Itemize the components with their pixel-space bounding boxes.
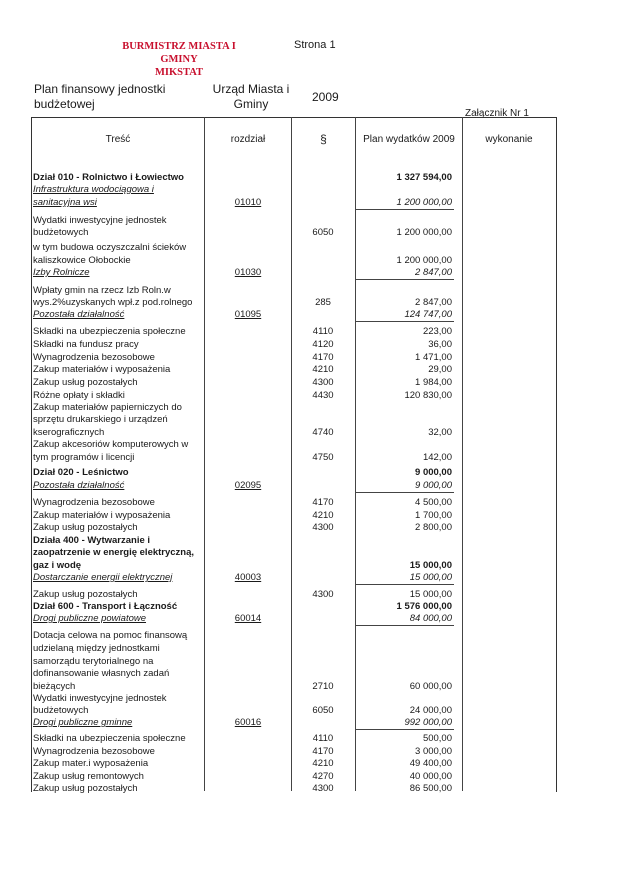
table-row (0, 771, 638, 783)
row-paragraf: 4120 (312, 339, 334, 350)
row-description: Infrastruktura wodociągowa i (33, 184, 154, 195)
row-amount: 86 500,00 (409, 783, 452, 794)
row-paragraf: 4170 (312, 746, 334, 757)
row-description: bieżących (33, 681, 76, 692)
row-description: Wynagrodzenia bezosobowe (33, 497, 155, 508)
row-amount: 1 327 594,00 (396, 172, 452, 183)
attachment-label: Załącznik Nr 1 (465, 108, 529, 119)
row-amount: 9 000,00 (415, 467, 452, 478)
row-description: Zakup usług remontowych (33, 771, 144, 782)
row-paragraf: 4210 (312, 364, 334, 375)
row-description: Działa 400 - Wytwarzanie i (33, 535, 151, 546)
table-row (0, 733, 638, 745)
table-row (0, 572, 638, 584)
row-description: Drogi publiczne gminne (33, 717, 133, 728)
table-row (0, 414, 638, 426)
row-paragraf: 4170 (312, 497, 334, 508)
col-header-tresc: Treść (105, 134, 131, 145)
table-row (0, 589, 638, 601)
row-amount: 60 000,00 (409, 681, 452, 692)
plan-title-line-1: Plan finansowy jednostki (34, 82, 166, 96)
subtotal-underline (356, 279, 454, 280)
table-row (0, 758, 638, 770)
table-row (0, 630, 638, 642)
row-description: wys.2%uzyskanych wpł.z pod.rolnego (33, 297, 193, 308)
row-paragraf: 6050 (312, 227, 334, 238)
table-row (0, 522, 638, 534)
row-amount: 992 000,00 (404, 717, 452, 728)
table-row (0, 215, 638, 227)
row-description: Dostarczanie energii elektrycznej (33, 572, 173, 583)
year: 2009 (312, 90, 339, 104)
row-amount: 36,00 (428, 339, 452, 350)
plan-title-line-2: budżetowej (34, 97, 95, 111)
row-description: Drogi publiczne powiatowe (33, 613, 147, 624)
row-rozdzial: 01095 (234, 309, 262, 320)
table-row (0, 783, 638, 795)
table-row (0, 497, 638, 509)
stamp-line-2: MIKSTAT (154, 67, 204, 78)
row-amount: 32,00 (428, 427, 452, 438)
subtotal-underline (356, 321, 454, 322)
row-amount: 142,00 (422, 452, 452, 463)
table-row (0, 601, 638, 613)
table-row (0, 377, 638, 389)
row-amount: 120 830,00 (404, 390, 452, 401)
subtotal-underline (356, 584, 454, 585)
row-description: Wpłaty gmin na rzecz Izb Roln.w (33, 285, 171, 296)
table-row (0, 560, 638, 572)
table-row (0, 309, 638, 321)
row-paragraf: 4300 (312, 522, 334, 533)
row-paragraf: 4750 (312, 452, 334, 463)
table-row (0, 746, 638, 758)
row-description: udzielaną między jednostkami (33, 643, 160, 654)
row-paragraf: 4300 (312, 783, 334, 794)
subtotal-underline (356, 492, 454, 493)
stamp-line-1: BURMISTRZ MIASTA I GMINY (122, 41, 236, 65)
row-description: Dotacja celowa na pomoc finansową (33, 630, 188, 641)
row-paragraf: 4170 (312, 352, 334, 363)
row-amount: 1 471,00 (415, 352, 452, 363)
row-amount: 124 747,00 (404, 309, 452, 320)
row-amount: 4 500,00 (415, 497, 452, 508)
row-description: samorządu terytorialnego na (33, 656, 154, 667)
table-row (0, 364, 638, 376)
row-amount: 15 000,00 (409, 572, 452, 583)
col-header-rozdzial: rozdział (230, 134, 266, 145)
row-amount: 1 576 000,00 (396, 601, 452, 612)
table-row (0, 480, 638, 492)
table-row (0, 227, 638, 239)
plan-title (34, 82, 165, 112)
row-paragraf: 4740 (312, 427, 334, 438)
row-amount: 29,00 (428, 364, 452, 375)
col-header-paragraf: § (320, 132, 327, 146)
row-amount: 1 200 000,00 (396, 197, 452, 208)
row-amount: 15 000,00 (409, 589, 452, 600)
row-description: Zakup materiałów i wyposażenia (33, 510, 171, 521)
row-amount: 1 200 000,00 (396, 227, 452, 238)
row-description: Zakup usług pozostałych (33, 783, 138, 794)
page-label: Strona 1 (294, 39, 336, 51)
row-rozdzial: 01030 (234, 267, 262, 278)
table-row (0, 339, 638, 351)
row-description: budżetowych (33, 227, 89, 238)
row-description: Zakup materiałów i wyposażenia (33, 364, 171, 375)
table-row (0, 535, 638, 547)
row-description: budżetowych (33, 705, 89, 716)
row-description: Dział 600 - Transport i Łączność (33, 601, 178, 612)
table-row (0, 705, 638, 717)
table-row (0, 297, 638, 309)
row-description: Składki na ubezpieczenia społeczne (33, 326, 186, 337)
table-row (0, 510, 638, 522)
row-paragraf: 4300 (312, 589, 334, 600)
row-paragraf: 285 (315, 297, 331, 308)
table-row (0, 390, 638, 402)
row-description: Zakup mater.i wyposażenia (33, 758, 149, 769)
row-description: Wydatki inwestycyjne jednostek (33, 215, 167, 226)
row-paragraf: 4210 (312, 510, 334, 521)
table-row (0, 693, 638, 705)
table-row (0, 656, 638, 668)
table-row (0, 427, 638, 439)
row-amount: 15 000,00 (409, 560, 452, 571)
table-row (0, 197, 638, 209)
row-description: Pozostała działalność (33, 309, 125, 320)
table-row (0, 643, 638, 655)
row-paragraf: 4300 (312, 377, 334, 388)
subtotal-underline (356, 209, 454, 210)
row-amount: 2 800,00 (415, 522, 452, 533)
row-paragraf: 2710 (312, 681, 334, 692)
col-header-wykonanie: wykonanie (485, 134, 533, 145)
row-amount: 2 847,00 (415, 267, 452, 278)
stamp (104, 40, 254, 79)
table-row (0, 452, 638, 464)
table-row (0, 255, 638, 267)
row-amount: 40 000,00 (409, 771, 452, 782)
row-paragraf: 4210 (312, 758, 334, 769)
row-paragraf: 4430 (312, 390, 334, 401)
row-amount: 500,00 (422, 733, 452, 744)
row-paragraf: 6050 (312, 705, 334, 716)
table-row (0, 352, 638, 364)
table-row (0, 467, 638, 479)
row-description: gaz i wodę (33, 560, 82, 571)
table-row (0, 547, 638, 559)
table-row (0, 267, 638, 279)
row-paragraf: 4110 (312, 733, 334, 744)
row-paragraf: 4110 (312, 326, 334, 337)
row-description: Dział 010 - Rolnictwo i Łowiectwo (33, 172, 184, 183)
row-description: Zakup akcesoriów komputerowych w (33, 439, 189, 450)
col-header-plan: Plan wydatków 2009 (363, 134, 455, 145)
office-name-line-1: Urząd Miasta i (212, 82, 290, 96)
row-amount: 84 000,00 (409, 613, 452, 624)
row-description: Składki na ubezpieczenia społeczne (33, 733, 186, 744)
row-rozdzial: 01010 (234, 197, 262, 208)
row-amount: 223,00 (422, 326, 452, 337)
row-amount: 3 000,00 (415, 746, 452, 757)
table-row (0, 402, 638, 414)
table-row (0, 326, 638, 338)
row-description: Zakup usług pozostałych (33, 377, 138, 388)
row-description: kaliszkowice Ołobockie (33, 255, 131, 266)
row-description: Różne opłaty i składki (33, 390, 125, 401)
table-row (0, 681, 638, 693)
subtotal-underline (356, 625, 454, 626)
table-row (0, 439, 638, 451)
row-description: Zakup usług pozostałych (33, 522, 138, 533)
row-description: Wydatki inwestycyjne jednostek (33, 693, 167, 704)
table-row (0, 613, 638, 625)
row-rozdzial: 60014 (234, 613, 262, 624)
row-description: Wynagrodzenia bezosobowe (33, 746, 155, 757)
row-rozdzial: 60016 (234, 717, 262, 728)
row-description: kserograficznych (33, 427, 105, 438)
table-row (0, 717, 638, 729)
subtotal-underline (356, 729, 454, 730)
row-description: Izby Rolnicze (33, 267, 90, 278)
row-amount: 2 847,00 (415, 297, 452, 308)
row-description: sanitacyjna wsi (33, 197, 97, 208)
row-amount: 24 000,00 (409, 705, 452, 716)
row-description: Składki na fundusz pracy (33, 339, 139, 350)
row-rozdzial: 02095 (234, 480, 262, 491)
table-row (0, 172, 638, 184)
row-amount: 1 700,00 (415, 510, 452, 521)
row-paragraf: 4270 (312, 771, 334, 782)
table-row (0, 242, 638, 254)
row-rozdzial: 40003 (234, 572, 262, 583)
row-description: w tym budowa oczyszczalni ścieków (33, 242, 187, 253)
row-description: Zakup materiałów papierniczych do (33, 402, 182, 413)
row-amount: 9 000,00 (415, 480, 452, 491)
row-amount: 1 200 000,00 (396, 255, 452, 266)
row-description: sprzętu drukarskiego i urządzeń (33, 414, 168, 425)
row-description: Dział 020 - Leśnictwo (33, 467, 129, 478)
row-description: zaopatrzenie w energię elektryczną, (33, 547, 195, 558)
office-name-line-2: Gminy (233, 97, 269, 111)
row-description: Zakup usług pozostałych (33, 589, 138, 600)
row-description: dofinansowanie własnych zadań (33, 668, 170, 679)
row-description: Wynagrodzenia bezosobowe (33, 352, 155, 363)
office-name (206, 82, 296, 112)
table-row (0, 184, 638, 196)
table-row (0, 668, 638, 680)
row-amount: 1 984,00 (415, 377, 452, 388)
row-amount: 49 400,00 (409, 758, 452, 769)
row-description: Pozostała działalność (33, 480, 125, 491)
row-description: tym programów i licencji (33, 452, 135, 463)
table-row (0, 285, 638, 297)
